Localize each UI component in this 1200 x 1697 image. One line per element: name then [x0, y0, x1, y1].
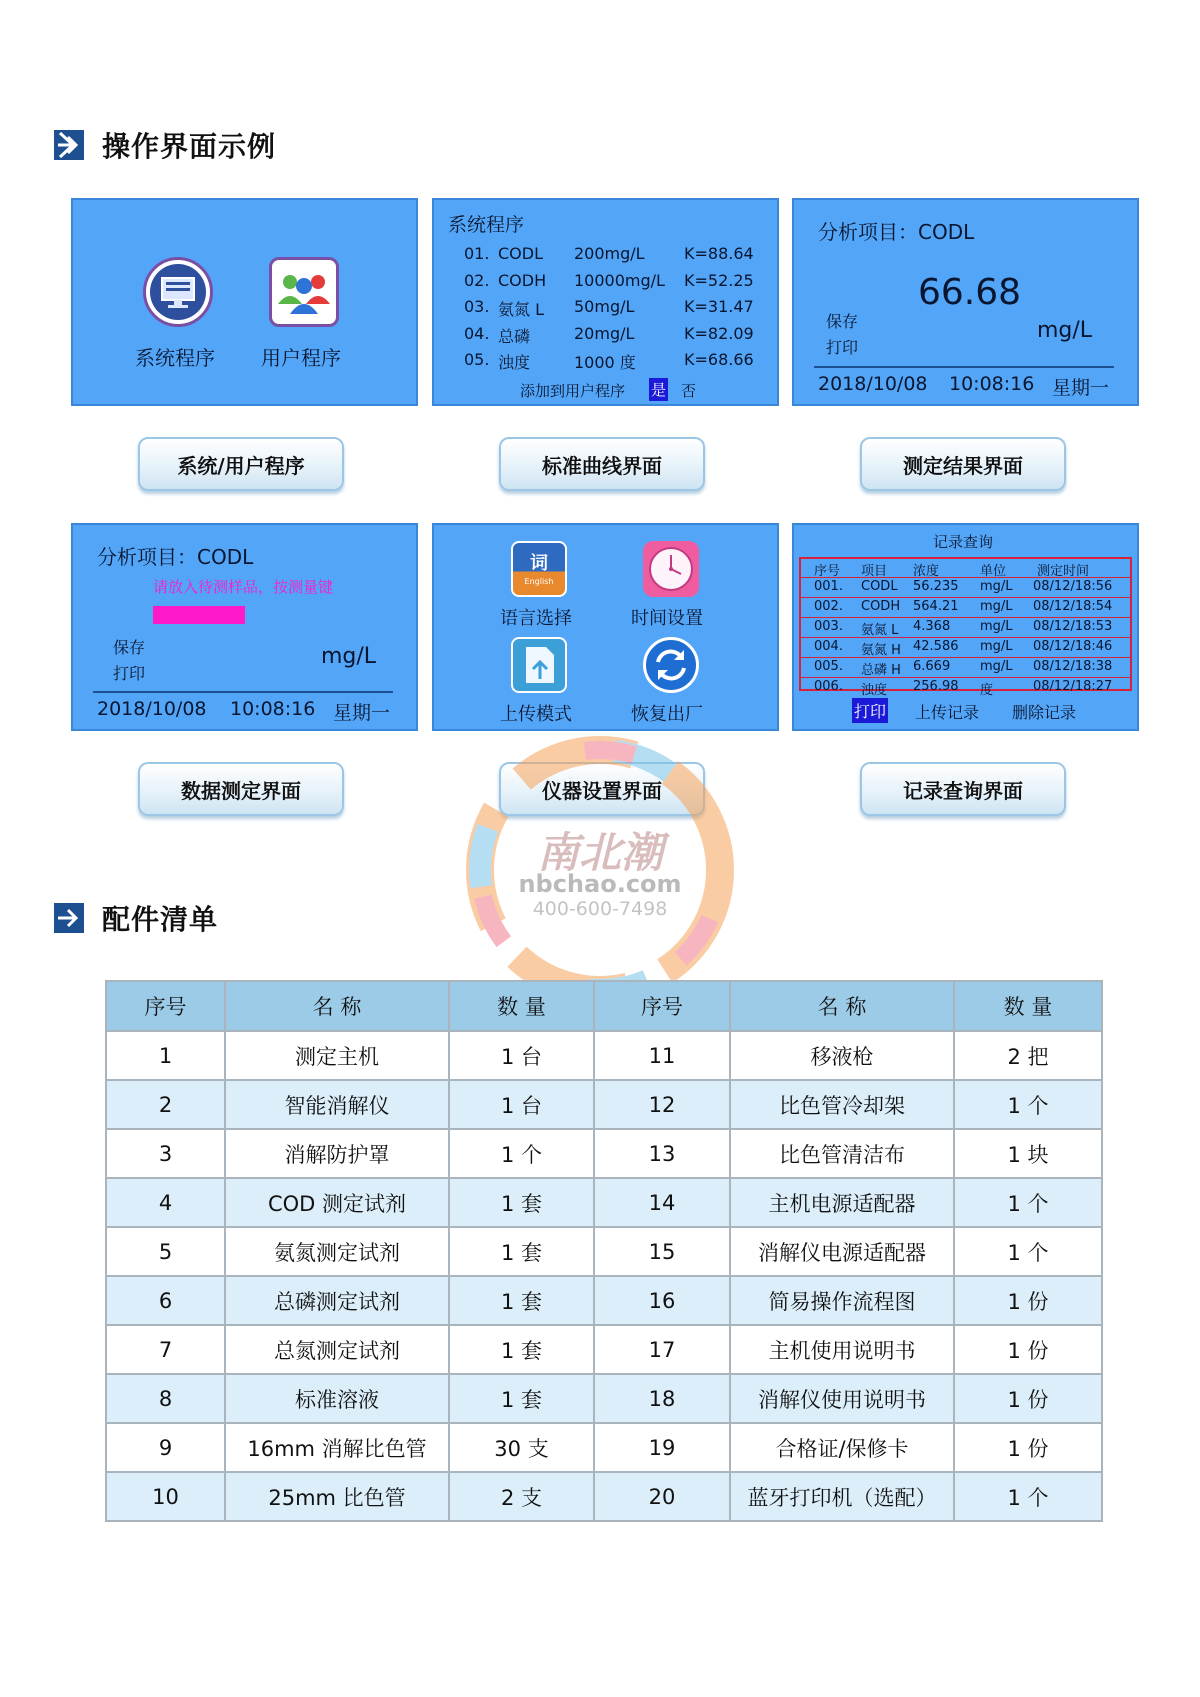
- section-heading-interface: [54, 125, 276, 165]
- table-cell: 合格证/保修卡: [730, 1423, 954, 1472]
- table-cell: 15: [594, 1227, 730, 1276]
- table-row: [106, 1374, 1102, 1423]
- table-row: [106, 1031, 1102, 1080]
- table-cell: 6: [106, 1276, 225, 1325]
- record-row[interactable]: 004. 氨氮 H 42.586 mg/L 08/12/18:46: [801, 638, 1130, 658]
- table-cell: 12: [594, 1080, 730, 1129]
- table-row: [106, 1080, 1102, 1129]
- curve-title: 系统程序: [448, 214, 525, 236]
- table-cell: 30 支: [449, 1423, 594, 1472]
- table-cell: 1 个: [954, 1178, 1102, 1227]
- table-cell: 1 个: [954, 1080, 1102, 1129]
- language-icon[interactable]: 词 English: [511, 541, 567, 597]
- table-cell: 18: [594, 1374, 730, 1423]
- measure-button[interactable]: 数据测定界面: [138, 762, 344, 816]
- table-cell: 1 个: [449, 1129, 594, 1178]
- section-heading-parts: [54, 898, 218, 938]
- print-record-button[interactable]: 打印: [852, 698, 888, 723]
- weekday-display: 星期一: [333, 702, 391, 724]
- table-header-row: [106, 981, 1102, 1031]
- table-cell: 总氮测定试剂: [225, 1325, 449, 1374]
- yes-option[interactable]: 是: [649, 378, 668, 401]
- upload-icon[interactable]: [511, 637, 567, 693]
- table-cell: 14: [594, 1178, 730, 1227]
- measure-unit: mg/L: [321, 644, 377, 669]
- delete-record-button[interactable]: 删除记录: [1012, 703, 1077, 722]
- records-button[interactable]: 记录查询界面: [860, 762, 1066, 816]
- table-cell: 13: [594, 1129, 730, 1178]
- table-cell: 蓝牙打印机（选配）: [730, 1472, 954, 1521]
- table-cell: 3: [106, 1129, 225, 1178]
- header-cell: 数 量: [449, 981, 594, 1031]
- table-cell: 消解防护罩: [225, 1129, 449, 1178]
- table-row: [106, 1472, 1102, 1521]
- system-program-label: 系统程序: [135, 346, 215, 370]
- date-display: 2018/10/08: [97, 698, 207, 720]
- table-cell: 比色管冷却架: [730, 1080, 954, 1129]
- curve-button[interactable]: 标准曲线界面: [499, 437, 705, 491]
- analysis-item: 分析项目：CODL: [97, 545, 254, 569]
- screen-measure: [71, 523, 418, 731]
- screen-program: [71, 198, 418, 406]
- settings-button[interactable]: 仪器设置界面: [499, 762, 705, 816]
- header-cell: 数 量: [954, 981, 1102, 1031]
- user-program-label: 用户程序: [261, 346, 341, 370]
- time-display: 10:08:16: [230, 698, 316, 720]
- table-cell: 主机使用说明书: [730, 1325, 954, 1374]
- records-table: [799, 557, 1132, 698]
- table-cell: 1 份: [954, 1374, 1102, 1423]
- table-cell: 2 把: [954, 1031, 1102, 1080]
- monitor-icon[interactable]: [143, 257, 213, 327]
- section-title: 配件清单: [102, 903, 219, 936]
- table-cell: 9: [106, 1423, 225, 1472]
- divider: [814, 366, 1114, 368]
- watermark-phone: 400-600-7498: [532, 898, 668, 920]
- screen-settings: [432, 523, 779, 731]
- watermark-domain: nbchao.com: [518, 870, 682, 898]
- date-display: 2018/10/08: [818, 373, 928, 395]
- save-option[interactable]: 保存: [113, 638, 146, 657]
- table-cell: 总磷测定试剂: [225, 1276, 449, 1325]
- table-cell: 4: [106, 1178, 225, 1227]
- table-cell: 8: [106, 1374, 225, 1423]
- screen-result: [792, 198, 1139, 406]
- table-cell: 1 份: [954, 1423, 1102, 1472]
- table-cell: 1 套: [449, 1276, 594, 1325]
- insert-sample-prompt: 请放入待测样品，按测量键: [153, 578, 334, 596]
- analysis-item: 分析项目：CODL: [818, 220, 975, 244]
- table-cell: 1: [106, 1031, 225, 1080]
- divider: [93, 691, 393, 693]
- table-row: [106, 1325, 1102, 1374]
- table-cell: 比色管清洁布: [730, 1129, 954, 1178]
- record-row[interactable]: 002. CODH 564.21 mg/L 08/12/18:54: [801, 598, 1130, 618]
- time-display: 10:08:16: [949, 373, 1035, 395]
- table-cell: COD 测定试剂: [225, 1178, 449, 1227]
- no-option[interactable]: 否: [681, 382, 697, 400]
- record-row[interactable]: 001. CODL 56.235 mg/L 08/12/18:56: [801, 578, 1130, 598]
- add-to-user-prompt: 添加到用户程序: [520, 382, 626, 400]
- table-cell: 标准溶液: [225, 1374, 449, 1423]
- upload-record-button[interactable]: 上传记录: [915, 703, 980, 722]
- table-cell: 1 套: [449, 1325, 594, 1374]
- result-unit: mg/L: [1037, 318, 1093, 343]
- table-cell: 16mm 消解比色管: [225, 1423, 449, 1472]
- table-cell: 1 套: [449, 1227, 594, 1276]
- header-cell: 序号: [594, 981, 730, 1031]
- header-cell: 名 称: [225, 981, 449, 1031]
- table-row: [106, 1423, 1102, 1472]
- table-cell: 5: [106, 1227, 225, 1276]
- progress-bar: [153, 606, 245, 624]
- print-option[interactable]: 打印: [826, 338, 859, 357]
- record-row[interactable]: 006. 浊度 256.98 度 08/12/18:27: [814, 679, 1113, 698]
- table-cell: 20: [594, 1472, 730, 1521]
- users-icon[interactable]: [269, 257, 339, 327]
- table-cell: 简易操作流程图: [730, 1276, 954, 1325]
- table-cell: 19: [594, 1423, 730, 1472]
- table-cell: 1 套: [449, 1374, 594, 1423]
- table-cell: 消解仪使用说明书: [730, 1374, 954, 1423]
- program-button[interactable]: 系统/用户程序: [138, 437, 344, 491]
- table-row: [106, 1227, 1102, 1276]
- save-option[interactable]: 保存: [826, 312, 859, 331]
- result-value: 66.68: [918, 272, 1022, 313]
- table-cell: 1 台: [449, 1031, 594, 1080]
- table-cell: 2 支: [449, 1472, 594, 1521]
- table-cell: 1 台: [449, 1080, 594, 1129]
- record-row[interactable]: 003. 氨氮 L 4.368 mg/L 08/12/18:53: [801, 618, 1130, 638]
- table-cell: 消解仪电源适配器: [730, 1227, 954, 1276]
- table-cell: 7: [106, 1325, 225, 1374]
- weekday-display: 星期一: [1052, 377, 1110, 399]
- record-row[interactable]: 005. 总磷 H 6.669 mg/L 08/12/18:38: [801, 658, 1130, 678]
- screen-curve: 系统程序 01. CODL 200mg/L K=88.64 02. CODH 10000mg/L K=52.25 03. 氨氮 L 50mg/L K=31.47 04. 总磷 20mg/L K=82.09 05. 浊度 1000 度 K=68.66 添加到用户程序 是 否: [432, 198, 779, 406]
- parts-table: [105, 980, 1103, 1522]
- table-cell: 1 个: [954, 1472, 1102, 1521]
- table-cell: 主机电源适配器: [730, 1178, 954, 1227]
- table-cell: 1 块: [954, 1129, 1102, 1178]
- reset-icon[interactable]: [643, 637, 699, 693]
- table-cell: 1 份: [954, 1276, 1102, 1325]
- table-cell: 17: [594, 1325, 730, 1374]
- watermark-cn: 南北潮: [536, 828, 663, 877]
- result-button[interactable]: 测定结果界面: [860, 437, 1066, 491]
- table-cell: 11: [594, 1031, 730, 1080]
- table-cell: 10: [106, 1472, 225, 1521]
- upload-mode-label: 上传模式: [500, 704, 572, 725]
- table-cell: 2: [106, 1080, 225, 1129]
- table-cell: 1 份: [954, 1325, 1102, 1374]
- table-cell: 16: [594, 1276, 730, 1325]
- table-cell: 氨氮测定试剂: [225, 1227, 449, 1276]
- factory-reset-label: 恢复出厂: [631, 704, 703, 725]
- table-row: [106, 1129, 1102, 1178]
- table-cell: 25mm 比色管: [225, 1472, 449, 1521]
- table-cell: 测定主机: [225, 1031, 449, 1080]
- screen-records: [792, 523, 1139, 731]
- arrow-right-icon: [54, 130, 84, 160]
- clock-icon[interactable]: [643, 541, 699, 597]
- language-label: 语言选择: [500, 608, 572, 629]
- header-cell: 序号: [106, 981, 225, 1031]
- table-cell: 1 个: [954, 1227, 1102, 1276]
- records-title: 记录查询: [933, 533, 994, 551]
- records-header: 序号 项目 浓度 单位 测定时间: [801, 559, 1130, 578]
- table-row: [106, 1276, 1102, 1325]
- table-cell: 1 套: [449, 1178, 594, 1227]
- section-title: 操作界面示例: [102, 130, 277, 163]
- print-option[interactable]: 打印: [113, 664, 146, 683]
- header-cell: 名 称: [730, 981, 954, 1031]
- table-cell: 智能消解仪: [225, 1080, 449, 1129]
- time-setting-label: 时间设置: [631, 608, 703, 629]
- table-cell: 移液枪: [730, 1031, 954, 1080]
- table-row: [106, 1178, 1102, 1227]
- arrow-right-icon: [54, 903, 84, 933]
